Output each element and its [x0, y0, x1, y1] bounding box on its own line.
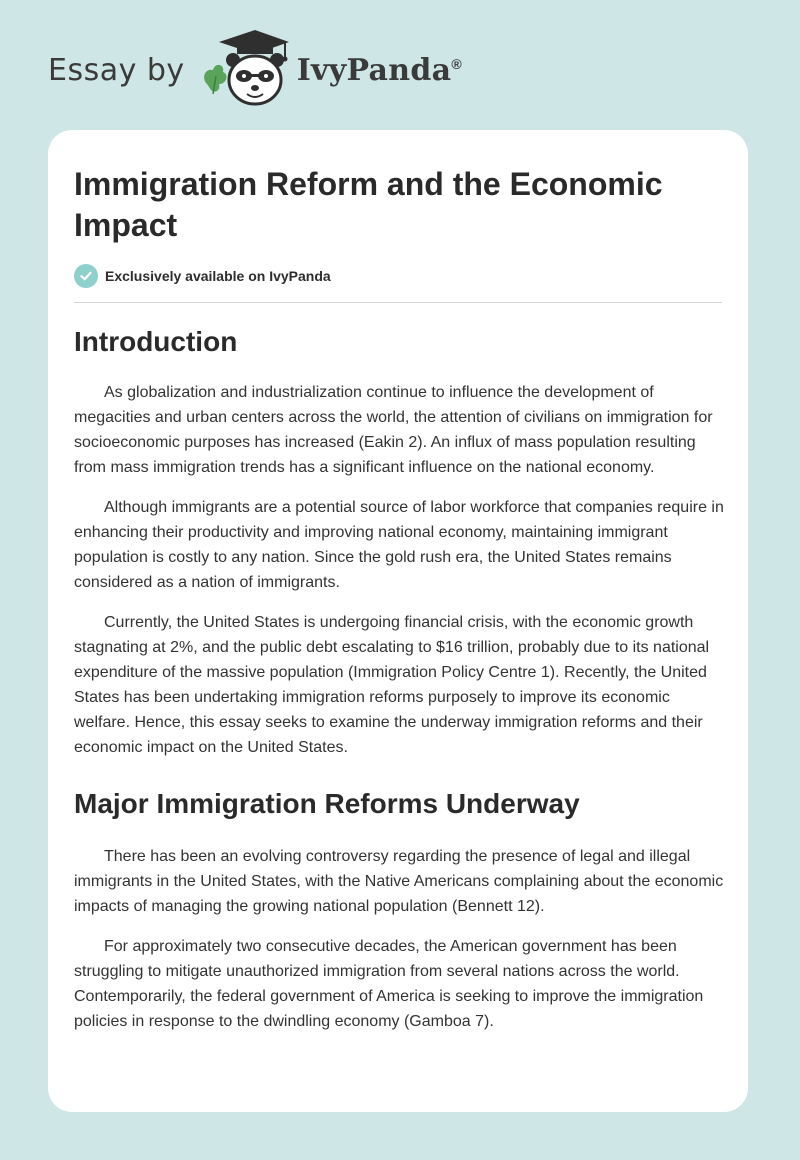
- exclusive-badge: [74, 264, 331, 288]
- essay-by-label: Essay by: [48, 52, 185, 88]
- paragraph: As globalization and industrialization continue to influence the development of megacities and urban centers across the world, the attention of civilians on immigration for socioeconomic purposes has increased (Eakin 2). An influx of mass population resulting from mass immigration trends has a significant influence on the national economy.: [74, 384, 713, 476]
- essay-card: [48, 130, 748, 1112]
- brand-text: IvyPanda: [296, 52, 452, 88]
- badge-label: Exclusively available on IvyPanda: [105, 268, 331, 284]
- section-heading-major-reforms: Major Immigration Reforms Underway: [74, 788, 580, 819]
- essay-body: [74, 324, 724, 1049]
- registered-mark: ®: [451, 55, 463, 72]
- page-title: Immigration Reform and the Economic Impact: [74, 166, 663, 243]
- paragraph: Although immigrants are a potential source of labor workforce that companies require in enhancing their productivity and improving national economy, maintaining immigrant population is costly to any nation. Since the gold rush era, the United States remains considered as a nation of immigrants.: [74, 499, 724, 591]
- paragraph: Currently, the United States is undergoing financial crisis, with the economic growth stagnating at 2%, and the public debt escalating to $16 trillion, probably due to its national expenditure of the massive population (Immigration Policy Centre 1). Recently, the United States has been undertaking immigration reforms purposely to improve its economic welfare. Hence, this essay seeks to examine the underway immigration reforms and their economic impact on the United States.: [74, 614, 710, 756]
- section-heading-introduction: Introduction: [74, 326, 238, 357]
- paragraph: For approximately two consecutive decades, the American government has been struggling to mitigate unauthorized immigration from several nations across the world. Contemporarily, the federal government of America is seeking to improve the immigration policies in response to the dwindling economy (Gamboa 7).: [74, 938, 704, 1030]
- panda-graduate-icon[interactable]: [199, 28, 291, 112]
- paragraph: There has been an evolving controversy regarding the presence of legal and illegal immigrants in the United States, with the Native Americans complaining about the economic impacts of managing the growing national population (Bennett 12).: [74, 848, 724, 915]
- brand-name[interactable]: [297, 53, 462, 88]
- check-circle-icon: [74, 264, 98, 288]
- divider: [74, 302, 722, 303]
- site-header: [48, 28, 462, 112]
